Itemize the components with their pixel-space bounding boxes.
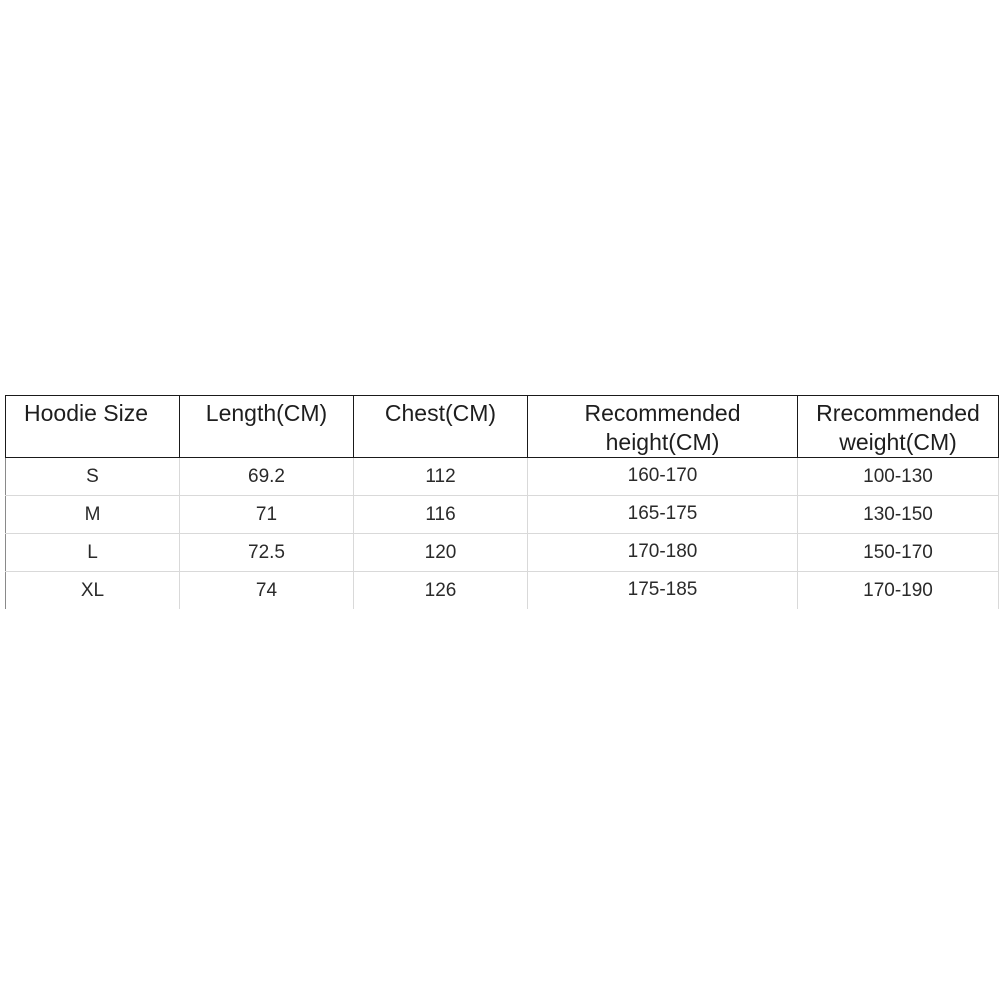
cell-chest: 120 (354, 534, 528, 572)
cell-weight: 150-170 (798, 534, 999, 572)
cell-height: 160-170 (528, 458, 798, 496)
cell-size: M (6, 496, 180, 534)
cell-length: 69.2 (180, 458, 354, 496)
cell-weight: 130-150 (798, 496, 999, 534)
header-length: Length(CM) (180, 396, 354, 458)
cell-height: 175-185 (528, 572, 798, 610)
cell-length: 71 (180, 496, 354, 534)
cell-size: L (6, 534, 180, 572)
header-recommended-weight: Rrecommended weight(CM) (798, 396, 999, 458)
header-row (6, 396, 999, 458)
cell-chest: 126 (354, 572, 528, 610)
header-recommended-height: Recommended height(CM) (528, 396, 798, 458)
size-chart-table (5, 395, 999, 609)
cell-size: S (6, 458, 180, 496)
header-size: Hoodie Size (6, 396, 180, 458)
cell-weight: 100-130 (798, 458, 999, 496)
table-row (6, 572, 999, 610)
cell-length: 72.5 (180, 534, 354, 572)
cell-size: XL (6, 572, 180, 610)
header-chest: Chest(CM) (354, 396, 528, 458)
cell-length: 74 (180, 572, 354, 610)
cell-weight: 170-190 (798, 572, 999, 610)
table-row (6, 458, 999, 496)
cell-height: 165-175 (528, 496, 798, 534)
cell-height: 170-180 (528, 534, 798, 572)
table-row (6, 534, 999, 572)
table-row (6, 496, 999, 534)
cell-chest: 116 (354, 496, 528, 534)
cell-chest: 112 (354, 458, 528, 496)
